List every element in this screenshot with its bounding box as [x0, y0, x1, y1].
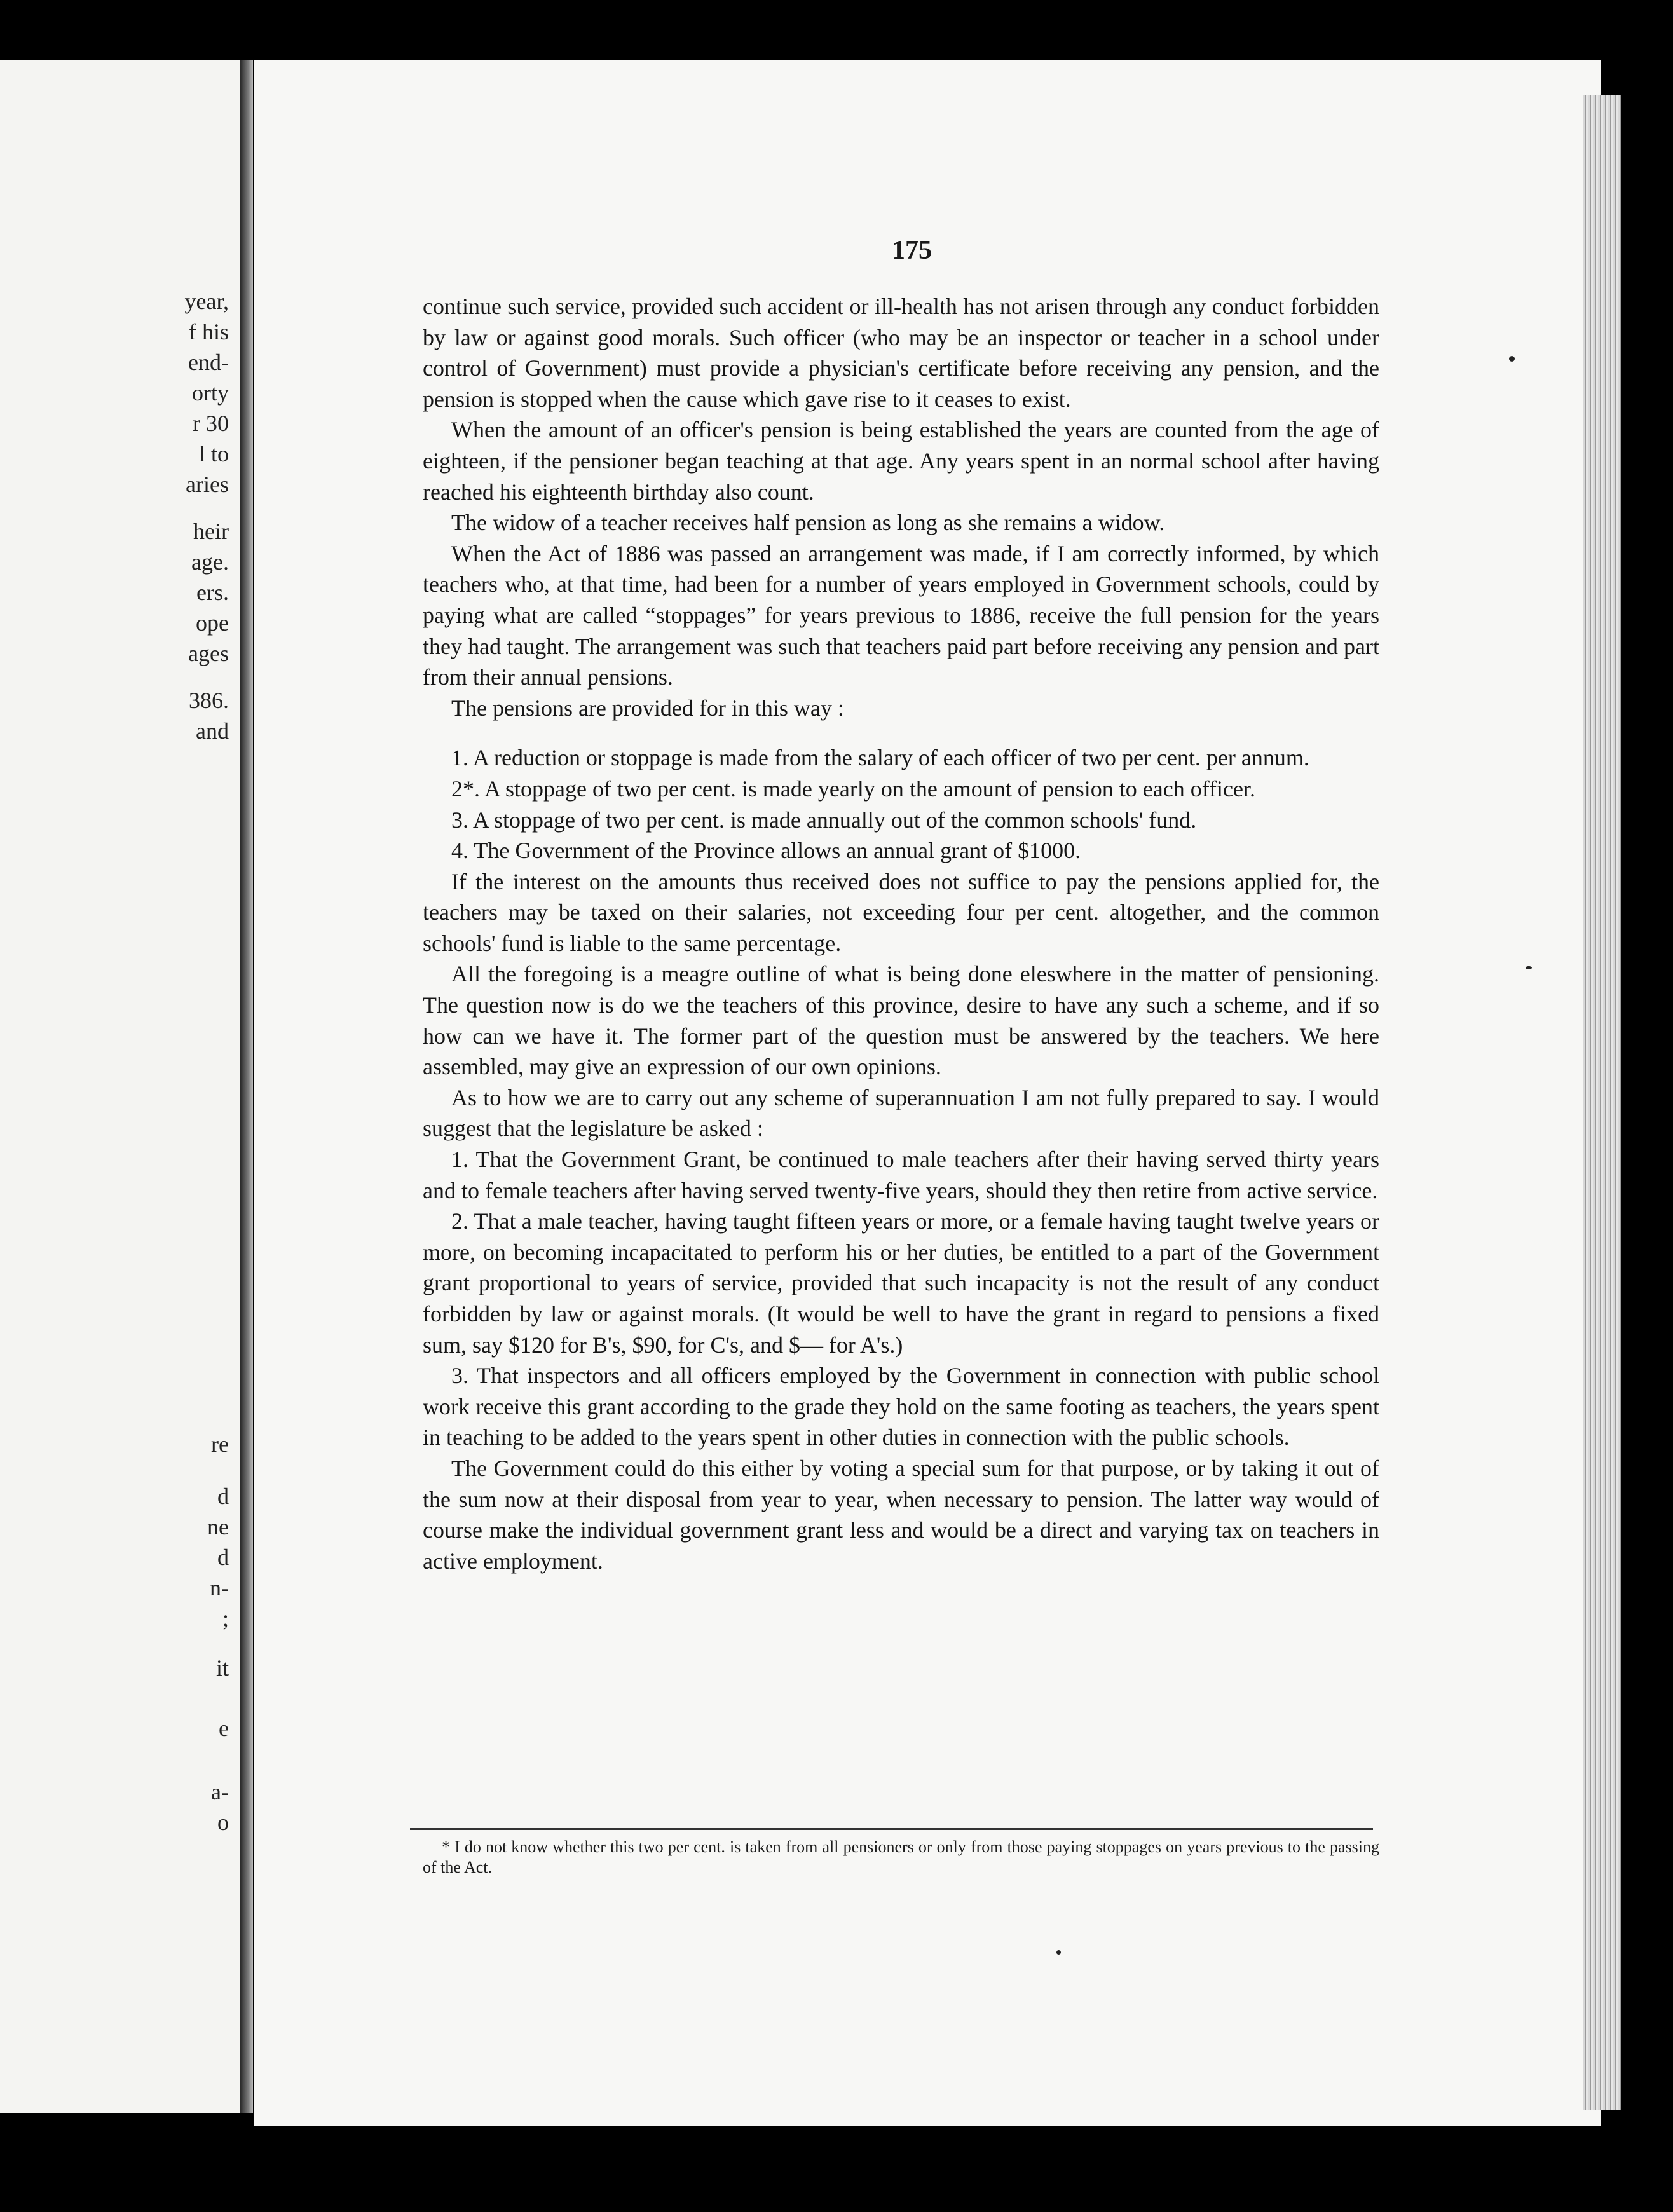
- paragraph: As to how we are to carry out any scheme of superannuation I am not fully prepared to say. I would suggest that the legislature be asked :: [423, 1084, 1379, 1142]
- footnote: * I do not know whether this two per cent. is taken from all pensioners or only from those paying stoppages on years previous to the passing of the Act.: [423, 1838, 1379, 1876]
- left-page-fragment: r 30: [193, 411, 229, 436]
- left-page-fragment: d: [217, 1484, 229, 1509]
- left-page: [0, 60, 240, 2113]
- left-page-fragment: and: [196, 718, 229, 744]
- left-page-fragment: heir: [193, 519, 229, 544]
- print-speck: [1509, 356, 1515, 362]
- paragraph: All the foregoing is a meagre outline of what is being done eleswhere in the matter of pensioning. The question now is do we the teachers of this province, desire to have any such a scheme, and if so how can we have it. The former part of the question must be answered by the teachers. We here assembled, may give an expression of our own opinions.: [423, 961, 1379, 1080]
- paragraph: When the amount of an officer's pension is being established the years are counted from the age of eighteen, if the pensioner began teaching at that age. Any years spent in an normal school after having reached his eighteenth birthday also count.: [423, 417, 1379, 505]
- book-gutter: [240, 60, 253, 2113]
- left-page-fragment: ages: [188, 641, 229, 666]
- left-page-fragment: e: [219, 1716, 229, 1741]
- left-page-fragment: n-: [210, 1575, 229, 1601]
- left-page-fragment: ;: [222, 1606, 229, 1631]
- left-page-fragment: age.: [191, 549, 229, 575]
- left-page-fragment: 386.: [189, 688, 229, 713]
- page-number: 175: [892, 236, 932, 265]
- list-item: 4. The Government of the Province allows an annual grant of $1000.: [451, 838, 1081, 864]
- left-page-fragment: o: [217, 1810, 229, 1835]
- left-page-fragment: ers.: [196, 580, 229, 605]
- left-page-fragment: ne: [207, 1514, 229, 1540]
- list-item: 2. That a male teacher, having taught fifteen years or more, or a female having taught twelve years or more, on becoming incapacitated to perform his or her duties, be entitled to a part of the Government grant proportional to years of service, provided that such incapacity is not the result of any conduct forbidden by law or against morals. (It would be well to have the grant in regard to pensions a fixed sum, say $120 for B's, $90, for C's, and $— for A's.): [423, 1208, 1379, 1358]
- page-edge: [1583, 95, 1621, 2110]
- paragraph: The widow of a teacher receives half pension as long as she remains a widow.: [451, 510, 1165, 536]
- print-speck: [1526, 966, 1532, 969]
- list-item: 3. A stoppage of two per cent. is made annually out of the common schools' fund.: [451, 807, 1197, 833]
- left-page-fragment: f his: [189, 319, 229, 345]
- paragraph: When the Act of 1886 was passed an arrangement was made, if I am correctly informed, by which teachers who, at that time, had been for a number of years employed in Government schools, could by paying what are called “stoppages” for years previous to 1886, receive the full pension for the years they had taught. The arrangement was such that teachers paid part before receiving any pension and part from their annual pensions.: [423, 540, 1379, 690]
- left-page-fragment: a-: [211, 1779, 229, 1805]
- left-page-fragment: d: [217, 1545, 229, 1570]
- list-item: 2*. A stoppage of two per cent. is made yearly on the amount of pension to each officer.: [451, 775, 1255, 802]
- paragraph: continue such service, provided such accident or ill-health has not arisen through any conduct forbidden by law or against good morals. Such officer (who may be an inspector or teacher in a school under control of Government) must provide a physician's certificate before receiving any pension, and the pension is stopped when the cause which gave rise to it ceases to exist.: [423, 294, 1379, 412]
- list-item: 1. A reduction or stoppage is made from the salary of each officer of two per cent. per annum.: [451, 745, 1309, 771]
- left-page-fragment: year,: [184, 289, 229, 314]
- left-page-fragment: end-: [188, 350, 229, 375]
- left-page-fragment: ope: [196, 610, 229, 636]
- paragraph: The Government could do this either by voting a special sum for that purpose, or by taking it out of the sum now at their disposal from year to year, when necessary to pension. The latter way would of course make the individual government grant less and would be a direct and varying tax on teachers in active employment.: [423, 1455, 1379, 1574]
- print-speck: [1056, 1950, 1061, 1955]
- left-page-fragment: l to: [198, 441, 229, 467]
- list-item: 3. That inspectors and all officers employed by the Government in connection with public school work receive this grant according to the grade they hold on the same footing as teachers, the years spent in teaching to be added to the years spent in other duties in connection with the public schools.: [423, 1363, 1379, 1451]
- paragraph: If the interest on the amounts thus received does not suffice to pay the pensions applied for, the teachers may be taxed on their salaries, not exceeding four per cent. altogether, and the common schools' fund is liable to the same percentage.: [423, 868, 1379, 956]
- left-page-fragment: orty: [192, 380, 229, 406]
- body-text: [423, 291, 1379, 1576]
- left-page-fragment: aries: [186, 472, 229, 497]
- left-page-fragment: re: [211, 1431, 229, 1457]
- footnote-rule: [410, 1828, 1373, 1830]
- left-page-fragment: it: [215, 1655, 229, 1681]
- paragraph: The pensions are provided for in this way :: [451, 695, 844, 721]
- list-item: 1. That the Government Grant, be continued to male teachers after their having served thirty years and to female teachers after having served twenty-five years, should they then retire from active service.: [423, 1147, 1379, 1203]
